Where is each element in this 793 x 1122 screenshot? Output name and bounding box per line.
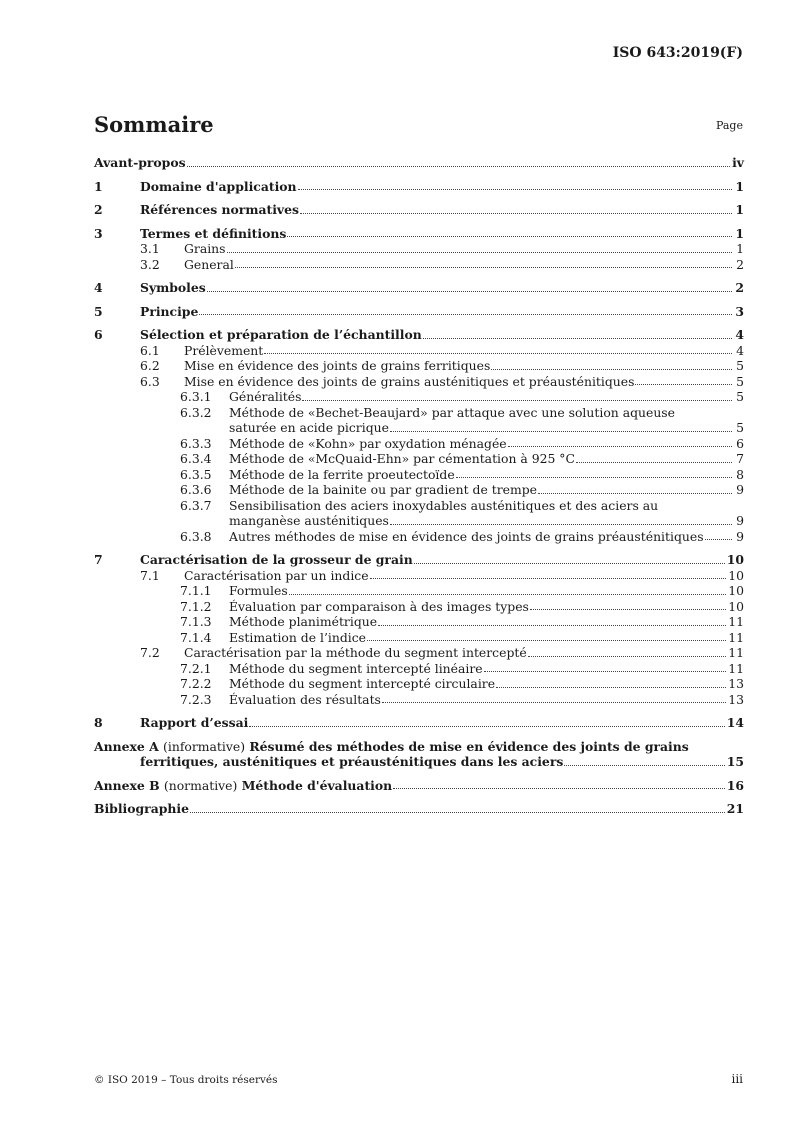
dot-leader [423,337,732,339]
toc-entry-number: 7 [94,552,103,567]
toc-entry-page: 2 [736,256,744,272]
toc-entry-number: 8 [94,715,103,730]
toc-entry-number: 6.3.2 [180,404,212,420]
toc-entry-title: Caractérisation de la grosseur de grain [140,552,413,567]
toc-entry-number: 6.2 [140,358,160,373]
toc-entry-number: 7.2.1 [180,660,212,676]
toc-entry-page: 10 [728,567,744,583]
toc-entry-continuation[interactable] [94,420,744,436]
toc-entry-page: 5 [736,373,744,389]
toc-entry-page: 5 [736,389,744,404]
toc-entry-page: 9 [736,528,744,544]
toc-entry[interactable] [94,645,744,661]
toc-entry-page: 8 [736,466,744,482]
toc-entry[interactable] [94,568,744,584]
toc-entry-number: 6.3.7 [180,497,212,513]
toc-entry-number: 7.1.2 [180,598,212,614]
toc-entry[interactable] [94,358,744,374]
toc-entry-page: 10 [726,552,744,567]
toc-entry[interactable] [94,280,744,296]
toc-entry-title: Formules [229,583,288,598]
toc-annex-entry[interactable] [94,739,744,755]
toc-entry[interactable] [94,155,744,171]
document-identifier: ISO 643:2019(F) [612,45,743,61]
toc-entry-number: 6.3.4 [180,451,212,466]
dot-leader [528,655,727,657]
dot-leader [705,538,732,540]
toc-heading: Sommaire [94,112,214,137]
toc-entry-page: 11 [728,629,744,645]
toc-entry-number: 7.2.2 [180,676,212,691]
toc-entry-page: 9 [736,482,744,497]
toc-entry-number: 6.1 [140,342,160,358]
toc-entry-title: Généralités [229,389,302,404]
toc-entry-page: 3 [735,303,744,319]
toc-entry-page: 16 [726,777,744,793]
dot-leader [635,383,732,385]
toc-entry-number: 7.2.3 [180,691,212,707]
annex-type: (informative) [163,738,246,754]
toc-entry[interactable] [94,676,744,692]
toc-entry[interactable] [94,304,744,320]
toc-entry-title: Mise en évidence des joints de grains austénitiques et préausténitiques [184,373,635,389]
toc-entry-page: 1 [735,225,744,241]
dot-leader [456,476,732,478]
toc-entry[interactable] [94,327,744,343]
toc-entry-page: 10 [728,598,744,614]
toc-bibliography-entry[interactable] [94,801,744,817]
annex-prefix: Annexe B [94,777,160,793]
toc-entry-title: Méthode du segment intercepté circulaire [229,676,496,691]
toc-entry[interactable] [94,179,744,195]
dot-leader [530,608,726,610]
toc-entry-title: Méthode planimétrique [229,614,378,629]
toc-entry-title: Autres méthodes de mise en évidence des joints de grains préausténitiques [229,528,704,544]
toc-entry-number: 4 [94,280,103,295]
toc-entry-title: Méthode du segment intercepté linéaire [229,660,483,676]
toc-entry-number: 6.3.5 [180,466,212,482]
toc-entry-title: Méthode de la ferrite proeutectoïde [229,466,455,482]
toc-entry-page: 13 [728,676,744,691]
toc-entry-page: 5 [736,420,744,435]
toc-entry-number: 7.1.4 [180,629,212,645]
toc-entry-number: 2 [94,202,103,217]
toc-entry-title: Évaluation par comparaison à des images types [229,598,529,614]
toc-entry-page: 11 [728,645,744,660]
toc-entry-page: 9 [736,513,744,528]
toc-entry[interactable] [94,715,744,731]
toc-entry-page: 11 [728,660,744,676]
annex-title: Résumé des méthodes de mise en évidence des joints de grains [249,738,689,754]
page-number: iii [731,1072,743,1086]
toc-entry-title: Méthode de «McQuaid-Ehn» par cémentation à 925 °C [229,451,575,466]
toc-entry-number: 3 [94,225,103,241]
dot-leader [367,639,726,641]
dot-leader [393,787,725,789]
toc-entry-page: 2 [735,280,744,295]
toc-entry-page: 1 [735,178,744,194]
toc-entry-title: Caractérisation par la méthode du segment intercepté [184,645,527,660]
toc-entry-number: 6.3.3 [180,435,212,451]
toc-entry-title: Symboles [140,280,206,295]
toc-entry-title: Principe [140,303,199,319]
toc-entry[interactable] [94,202,744,218]
toc-entry-page: 21 [726,801,744,816]
toc-entry[interactable] [94,614,744,630]
toc-entry[interactable] [94,467,744,483]
copyright-footer: © ISO 2019 – Tous droits réservés [94,1074,278,1086]
toc-entry[interactable] [94,436,744,452]
toc-entry[interactable] [94,241,744,257]
toc-entry-title: Estimation de l’indice [229,629,367,645]
dot-leader [538,492,732,494]
dot-leader [199,313,732,315]
toc-annex-entry[interactable] [94,778,744,794]
toc-entry-title: Rapport d’essai [140,715,249,730]
dot-leader [370,577,727,579]
dot-leader [576,461,732,463]
toc-entry-page: 1 [736,241,744,256]
toc-entry-page: 14 [726,715,744,730]
toc-entry-number: 6.3.1 [180,389,212,404]
toc-entry-title: Grains [184,241,226,256]
toc-entry-number: 7.2 [140,645,160,660]
toc-entry[interactable] [94,343,744,359]
dot-leader [207,290,732,292]
toc-entry[interactable] [94,630,744,646]
dot-leader [302,399,732,401]
toc-entry-title: manganèse austénitiques [229,513,389,528]
toc-entry-number: 7.1.3 [180,614,212,629]
toc-entry[interactable] [94,374,744,390]
toc-entry-title: Méthode de la bainite ou par gradient de trempe [229,482,537,497]
toc-entry-title: Méthode de «Kohn» par oxydation ménagée [229,435,507,451]
toc-entry[interactable] [94,405,744,421]
dot-leader [287,235,732,237]
toc-entry-title: Bibliographie [94,801,190,816]
annex-title: ferritiques, austénitiques et préausténitiques dans les aciers [140,754,564,769]
dot-leader [227,251,732,253]
toc-entry-title: Méthode de «Bechet-Beaujard» par attaque avec une solution aqueuse [229,404,676,420]
dot-leader [491,368,732,370]
toc-entry-title: Prélèvement [184,342,264,358]
toc-entry-number: 3.1 [140,241,160,256]
table-of-contents [94,155,744,817]
dot-leader [289,593,727,595]
toc-entry-page: 7 [736,451,744,466]
toc-entry[interactable] [94,599,744,615]
toc-entry-title: Évaluation des résultats [229,691,381,707]
dot-leader [508,445,732,447]
toc-entry-title: Mise en évidence des joints de grains ferritiques [184,358,491,373]
dot-leader [264,352,732,354]
toc-entry-page: 4 [735,327,744,342]
toc-entry[interactable] [94,583,744,599]
toc-entry-number: 5 [94,303,103,319]
dot-leader [378,624,726,626]
annex-type: (normative) [163,777,238,793]
toc-entry-page: 10 [728,583,744,598]
toc-entry[interactable] [94,692,744,708]
toc-entry-title: Caractérisation par un indice [184,567,369,583]
toc-entry-page: 5 [736,358,744,373]
toc-entry-number: 6.3.6 [180,482,212,497]
toc-entry-page: 6 [736,435,744,451]
toc-entry[interactable] [94,389,744,405]
dot-leader [382,701,726,703]
toc-entry-title: Termes et définitions [140,225,287,241]
toc-entry-number: 3.2 [140,256,160,272]
toc-entry-number: 6 [94,327,103,342]
toc-entry-continuation[interactable] [94,513,744,529]
toc-entry[interactable] [94,552,744,568]
dot-leader [300,212,732,214]
toc-entry[interactable] [94,257,744,273]
dot-leader [496,686,726,688]
dot-leader [249,725,724,727]
toc-entry-page: 1 [735,202,744,217]
toc-entry-page: 13 [728,691,744,707]
page-column-label: Page [715,119,743,132]
annex-prefix: Annexe A [94,738,159,754]
dot-leader [390,430,732,432]
dot-leader [414,562,725,564]
toc-entry-page: iv [732,155,744,170]
toc-entry-title: saturée en acide picrique [229,420,389,435]
dot-leader [390,523,732,525]
toc-entry[interactable] [94,529,744,545]
dot-leader [298,188,732,190]
toc-entry-title: Références normatives [140,202,299,217]
dot-leader [564,764,724,766]
toc-entry[interactable] [94,498,744,514]
toc-entry[interactable] [94,661,744,677]
toc-entry-page: 4 [736,342,744,358]
toc-annex-continuation[interactable] [94,754,744,770]
dot-leader [190,811,725,813]
toc-entry[interactable] [94,482,744,498]
toc-entry-title: Sensibilisation des aciers inoxydables austénitiques et des aciers au [229,497,659,513]
dot-leader [235,266,732,268]
toc-entry-page: 11 [728,614,744,629]
dot-leader [484,670,727,672]
toc-entry-number: 7.1.1 [180,583,212,598]
toc-entry-number: 1 [94,178,103,194]
annex-title: Méthode d'évaluation [241,777,393,793]
toc-entry-number: 6.3 [140,373,160,389]
toc-entry[interactable] [94,226,744,242]
toc-entry-page: 15 [726,754,744,769]
toc-entry-number: 7.1 [140,567,160,583]
toc-entry-title: Domaine d'application [140,178,297,194]
toc-entry[interactable] [94,451,744,467]
toc-entry-title: Sélection et préparation de l’échantillon [140,327,422,342]
toc-entry-title: Avant-propos [94,155,186,170]
toc-entry-title: General [184,256,234,272]
dot-leader [187,165,731,167]
toc-entry-number: 6.3.8 [180,528,212,544]
